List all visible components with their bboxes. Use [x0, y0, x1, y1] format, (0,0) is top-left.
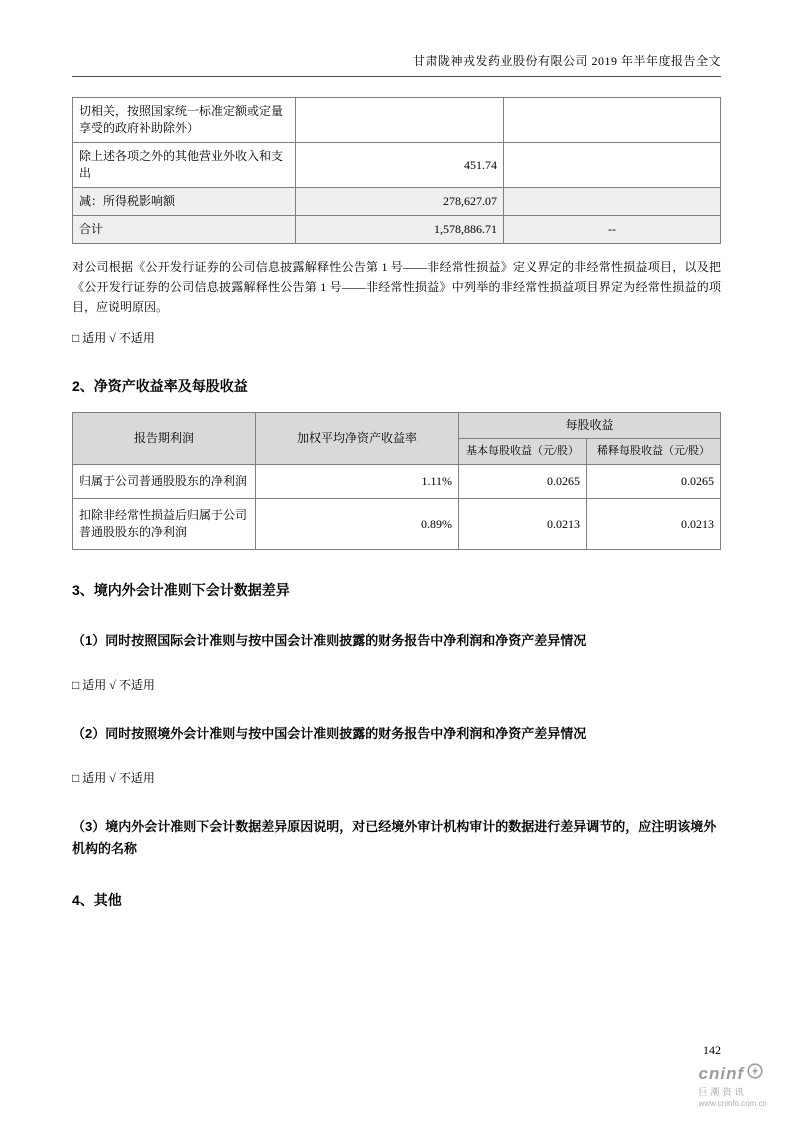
- page-number: 142: [703, 1043, 721, 1057]
- amount-cell: 451.74: [296, 143, 504, 188]
- non-recurring-explanation-paragraph: 对公司根据《公开发行证券的公司信息披露解释性公告第 1 号——非经常性损益》定义界定的非经常性损益项目，以及把《公开发行证券的公司信息披露解释性公告第 1 号——非经常性损益》中列举的非经常性损益项目界定为经常性损益的项目，应说明原因。: [72, 260, 721, 314]
- item-cell: 切相关，按照国家统一标准定额或定量享受的政府补助除外）: [73, 98, 296, 143]
- cninfo-site-url: www.cninfo.com.cn: [698, 1099, 767, 1108]
- diluted-eps-cell: 0.0265: [587, 465, 721, 499]
- note-cell: [504, 98, 721, 143]
- table-row-total: [73, 216, 721, 244]
- cninfo-logo: [699, 1063, 767, 1108]
- applicability-note: □ 适用 √ 不适用: [72, 771, 155, 785]
- section3-item1-heading: （1）同时按照国际会计准则与按中国会计准则披露的财务报告中净利润和净资产差异情况: [72, 633, 587, 648]
- column-header-eps-diluted: 稀释每股收益（元/股）: [587, 439, 721, 465]
- applicability-note: □ 适用 √ 不适用: [72, 678, 155, 692]
- roe-eps-table: [72, 412, 721, 550]
- amount-cell: [296, 98, 504, 143]
- table-header-row: [73, 413, 721, 439]
- item-cell: 除上述各项之外的其他营业外收入和支出: [73, 143, 296, 188]
- item-cell: 归属于公司普通股股东的净利润: [73, 465, 256, 499]
- cninfo-logo-icon: [747, 1063, 763, 1084]
- document-header-title: 甘肃陇神戎发药业股份有限公司 2019 年半年度报告全文: [72, 52, 721, 77]
- cninfo-logo-row: [699, 1063, 767, 1084]
- item-cell: 减：所得税影响额: [73, 188, 296, 216]
- amount-cell: 1,578,886.71: [296, 216, 504, 244]
- note-cell: [504, 188, 721, 216]
- non-recurring-items-table: [72, 97, 721, 244]
- diluted-eps-cell: 0.0213: [587, 499, 721, 550]
- section4-heading: 4、其他: [72, 892, 122, 908]
- column-header-profit: 报告期利润: [73, 413, 256, 465]
- basic-eps-cell: 0.0213: [459, 499, 587, 550]
- cninfo-site-name: 巨潮资讯: [698, 1087, 747, 1097]
- roe-cell: 1.11%: [256, 465, 459, 499]
- column-header-eps-group: 每股收益: [459, 413, 721, 439]
- section3-item2-heading: （2）同时按照境外会计准则与按中国会计准则披露的财务报告中净利润和净资产差异情况: [72, 726, 587, 741]
- section3-item3-heading: （3）境内外会计准则下会计数据差异原因说明，对已经境外审计机构审计的数据进行差异调节的，应注明该境外机构的名称: [72, 819, 717, 856]
- table-row: [73, 465, 721, 499]
- section2-heading: 2、净资产收益率及每股收益: [72, 378, 248, 394]
- table-row: [73, 143, 721, 188]
- column-header-roe: 加权平均净资产收益率: [256, 413, 459, 465]
- note-cell: --: [504, 216, 721, 244]
- item-cell: 合计: [73, 216, 296, 244]
- cninfo-brand-text: cninf: [698, 1063, 745, 1083]
- applicability-note: □ 适用 √ 不适用: [72, 331, 155, 345]
- basic-eps-cell: 0.0265: [459, 465, 587, 499]
- section3-heading: 3、境内外会计准则下会计数据差异: [72, 582, 290, 598]
- table-row: [73, 188, 721, 216]
- note-cell: [504, 143, 721, 188]
- roe-cell: 0.89%: [256, 499, 459, 550]
- item-cell: 扣除非经常性损益后归属于公司普通股股东的净利润: [73, 499, 256, 550]
- column-header-eps-basic: 基本每股收益（元/股）: [459, 439, 587, 465]
- table-row: [73, 98, 721, 143]
- table-row: [73, 499, 721, 550]
- amount-cell: 278,627.07: [296, 188, 504, 216]
